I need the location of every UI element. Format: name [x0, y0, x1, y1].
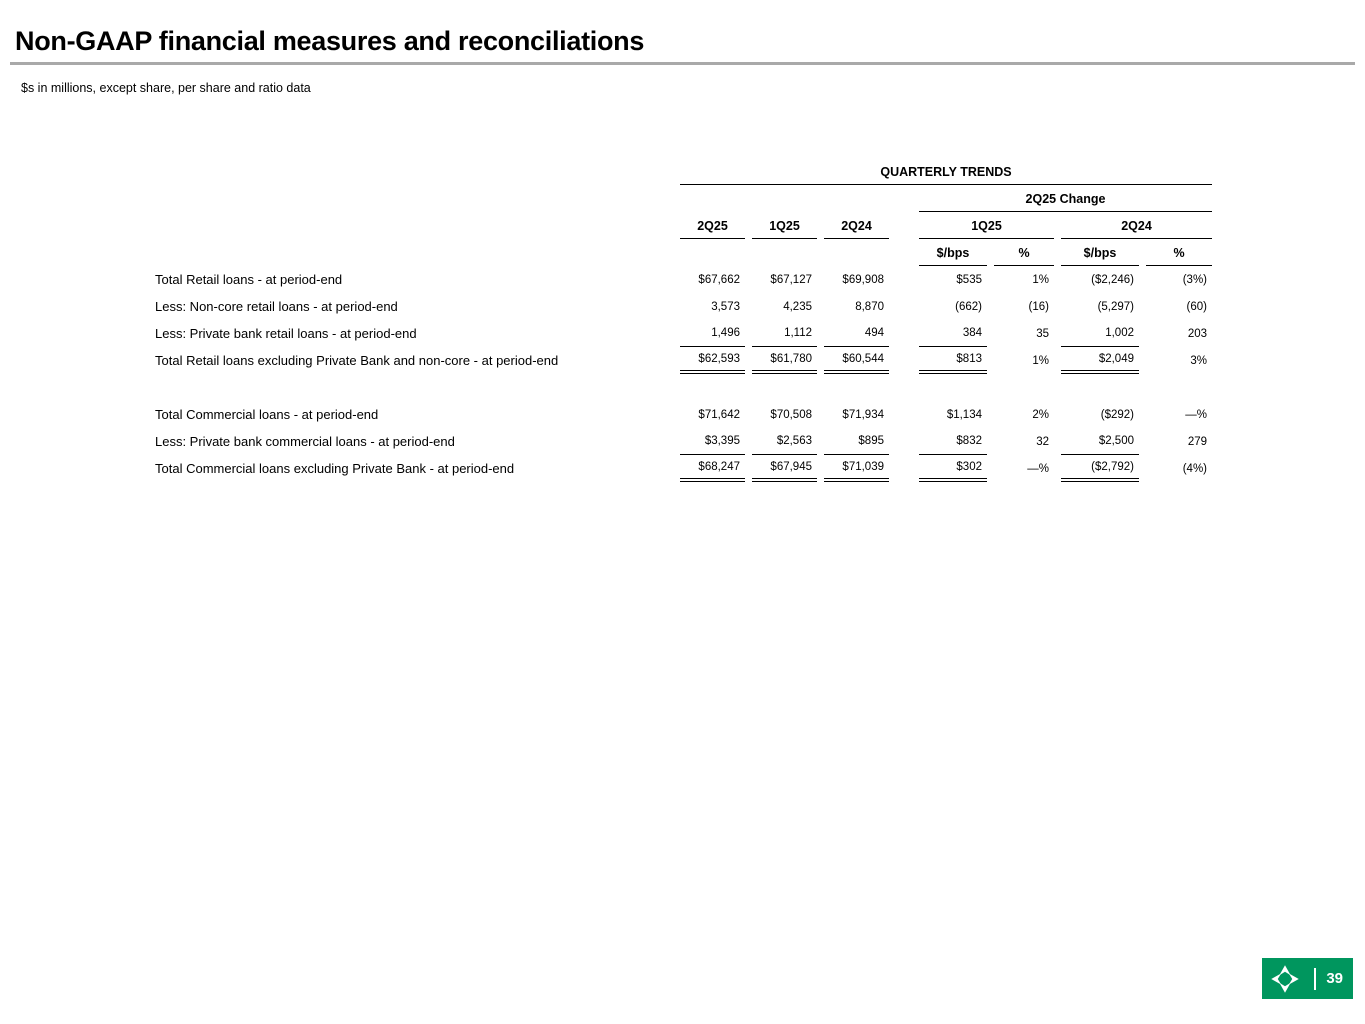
row-value: (4%) — [1182, 462, 1207, 475]
row-value: (5,297) — [1097, 300, 1134, 313]
row-value: $62,593 — [680, 347, 745, 374]
row-label: Less: Private bank retail loans - at period-end — [155, 326, 417, 341]
row-value: 1,112 — [752, 320, 817, 347]
row-value: —% — [1027, 462, 1049, 475]
row-value: $60,544 — [824, 347, 889, 374]
row-value: $71,039 — [824, 455, 889, 482]
column-header-1q25: 1Q25 — [752, 212, 817, 239]
row-value: 3% — [1190, 354, 1207, 367]
row-value: 384 — [919, 320, 987, 347]
row-value: 279 — [1187, 435, 1207, 448]
row-value — [919, 374, 987, 401]
row-value: $813 — [919, 347, 987, 374]
row-value: $61,780 — [752, 347, 817, 374]
row-value: $3,395 — [680, 428, 745, 455]
row-label — [155, 374, 673, 401]
row-label: Less: Non-core retail loans - at period-end — [155, 299, 398, 314]
table-row — [155, 455, 1212, 482]
row-value: $535 — [956, 273, 982, 286]
column-header-2q25: 2Q25 — [680, 212, 745, 239]
row-value: $2,049 — [1061, 347, 1139, 374]
row-value: (662) — [955, 300, 982, 313]
change-group-2q24: 2Q24 — [1061, 212, 1212, 239]
row-value: $70,508 — [770, 408, 812, 421]
row-value: $895 — [824, 428, 889, 455]
row-value — [752, 374, 817, 401]
row-value: $69,908 — [842, 273, 884, 286]
table-row — [155, 401, 1212, 428]
row-value: (16) — [1028, 300, 1049, 313]
row-value: 4,235 — [783, 300, 812, 313]
row-value: $67,662 — [698, 273, 740, 286]
row-value: $832 — [919, 428, 987, 455]
subcolumn-dollars-bps-2: $/bps — [1061, 239, 1139, 266]
row-value: 32 — [1036, 435, 1049, 448]
table-row — [155, 428, 1212, 455]
bank-logo-icon — [1270, 964, 1300, 994]
row-value: $1,134 — [946, 408, 982, 421]
title-divider — [10, 62, 1355, 65]
row-value — [1061, 374, 1139, 401]
row-value: $302 — [919, 455, 987, 482]
table-body — [155, 266, 1212, 482]
row-value: 1% — [1032, 354, 1049, 367]
row-value: 2% — [1032, 408, 1049, 421]
row-value: 203 — [1187, 327, 1207, 340]
row-value: (60) — [1186, 300, 1207, 313]
row-value: $67,945 — [752, 455, 817, 482]
subcolumn-percent-1: % — [994, 239, 1054, 266]
table-row — [155, 320, 1212, 347]
table-row — [155, 347, 1212, 374]
table-row — [155, 266, 1212, 293]
row-value: ($2,246) — [1091, 273, 1134, 286]
row-value: 35 — [1036, 327, 1049, 340]
footer-logo-box — [1262, 958, 1353, 999]
row-value: $67,127 — [770, 273, 812, 286]
row-value — [680, 374, 745, 401]
row-value: 1% — [1032, 273, 1049, 286]
row-value: (3%) — [1182, 273, 1207, 286]
subcolumn-dollars-bps-1: $/bps — [919, 239, 987, 266]
row-value: 3,573 — [711, 300, 740, 313]
row-label: Total Commercial loans excluding Private Bank - at period-end — [155, 461, 515, 476]
row-value: —% — [1185, 408, 1207, 421]
row-value: $68,247 — [680, 455, 745, 482]
row-value — [1146, 374, 1212, 401]
row-label: Less: Private bank commercial loans - at period-end — [155, 434, 455, 449]
row-value: $71,642 — [698, 408, 740, 421]
row-value: $71,934 — [842, 408, 884, 421]
page-number: 39 — [1326, 970, 1343, 987]
row-label: Total Commercial loans - at period-end — [155, 407, 379, 422]
table-row — [155, 374, 1212, 401]
change-group-1q25: 1Q25 — [919, 212, 1054, 239]
row-value: $2,563 — [752, 428, 817, 455]
column-header-2q24: 2Q24 — [824, 212, 889, 239]
footer-divider — [1314, 968, 1316, 990]
row-value: 1,002 — [1061, 320, 1139, 347]
row-value: 1,496 — [680, 320, 745, 347]
change-header: 2Q25 Change — [919, 185, 1212, 212]
row-value: $2,500 — [1061, 428, 1139, 455]
row-value: 494 — [824, 320, 889, 347]
reconciliation-table — [148, 159, 1219, 482]
row-value: 8,870 — [855, 300, 884, 313]
row-value: ($292) — [1100, 408, 1134, 421]
table-row — [155, 293, 1212, 320]
row-value — [824, 374, 889, 401]
row-value — [994, 374, 1054, 401]
units-note: $s in millions, except share, per share and ratio data — [21, 81, 311, 95]
quarterly-trends-header: QUARTERLY TRENDS — [680, 159, 1212, 185]
subcolumn-percent-2: % — [1146, 239, 1212, 266]
row-label: Total Retail loans - at period-end — [155, 272, 343, 287]
row-value: ($2,792) — [1061, 455, 1139, 482]
page-title: Non-GAAP financial measures and reconciliations — [15, 26, 645, 56]
row-label: Total Retail loans excluding Private Bank and non-core - at period-end — [155, 353, 559, 368]
